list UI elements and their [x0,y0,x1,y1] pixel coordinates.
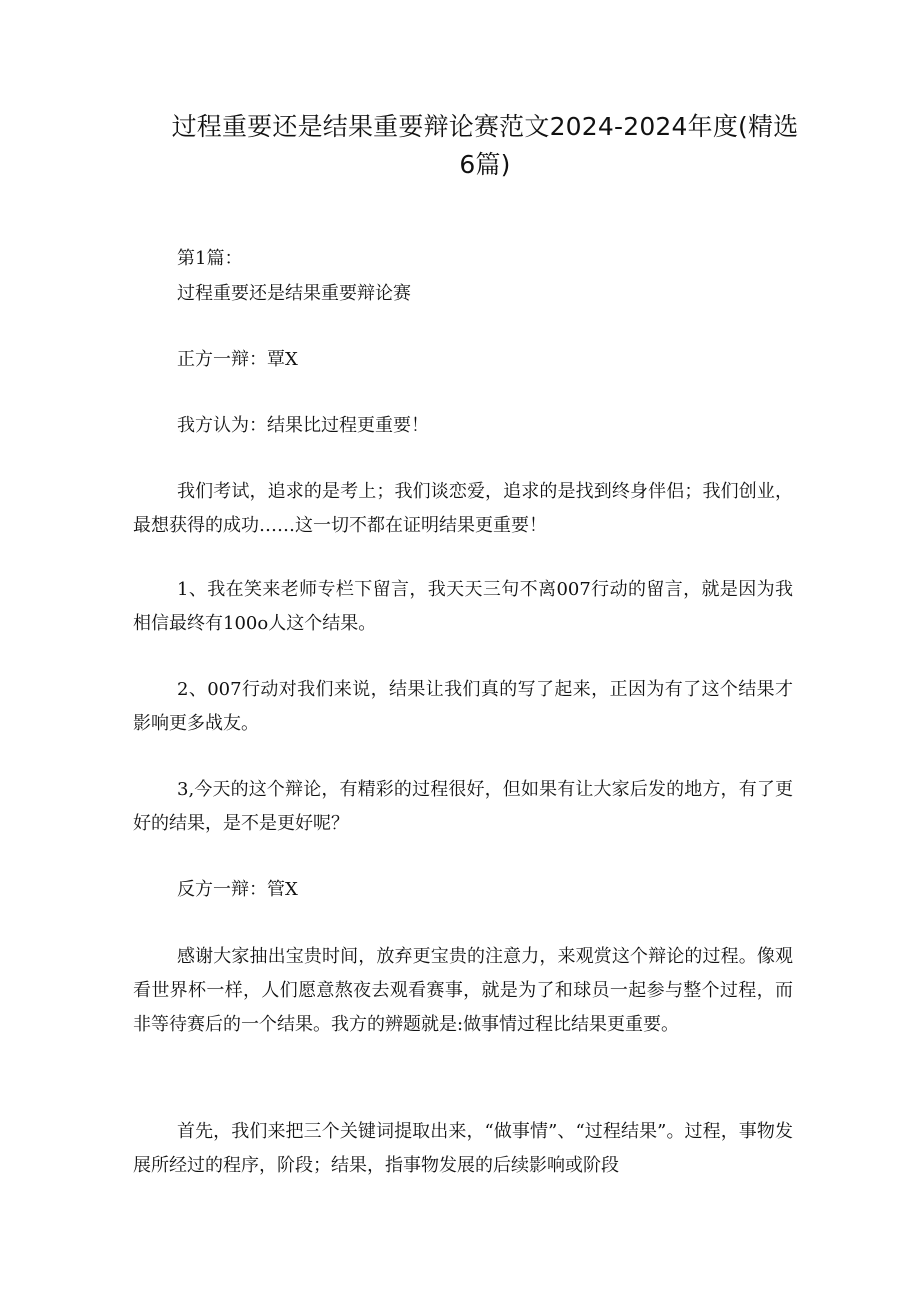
paragraph: 2、007行动对我们来说，结果让我们真的写了起来，正因为有了这个结果才影响更多战友。 [133,679,793,734]
paragraph: 我们考试，追求的是考上；我们谈恋爱，追求的是找到终身伴侣；我们创业，最想获得的成功……这一切不都在证明结果更重要！ [133,481,793,536]
paragraph: 感谢大家抽出宝贵时间，放弃更宝贵的注意力，来观赏这个辩论的过程。像观看世界杯一样，人们愿意熬夜去观看赛事，就是为了和球员一起参与整个过程，而非等待赛后的一个结果。我方的辨题就是:做事情过程比结果更重要。 [133,946,793,1035]
section-subtitle: 过程重要还是结果重要辩论赛 [177,283,411,304]
document-title: 过程重要还是结果重要辩论赛范文2024-2024年度(精选6篇) [171,112,799,179]
paragraph: 3,今天的这个辩论，有精彩的过程很好，但如果有让大家后发的地方，有了更好的结果，是不是更好呢？ [133,779,793,834]
speaker-label-pro: 正方一辩：覃X [177,349,298,370]
paragraph: 我方认为：结果比过程更重要！ [177,415,429,436]
paragraph: 首先，我们来把三个关键词提取出来，“做事情”、“过程结果”。过程，事物发展所经过的程序，阶段；结果，指事物发展的后续影响或阶段 [133,1121,793,1176]
paragraph: 1、我在笑来老师专栏下留言，我天天三句不离007行动的留言，就是因为我相信最终有100o人这个结果。 [133,579,793,634]
speaker-label-con: 反方一辩：管X [177,879,298,900]
section-heading: 第1篇： [177,248,243,269]
